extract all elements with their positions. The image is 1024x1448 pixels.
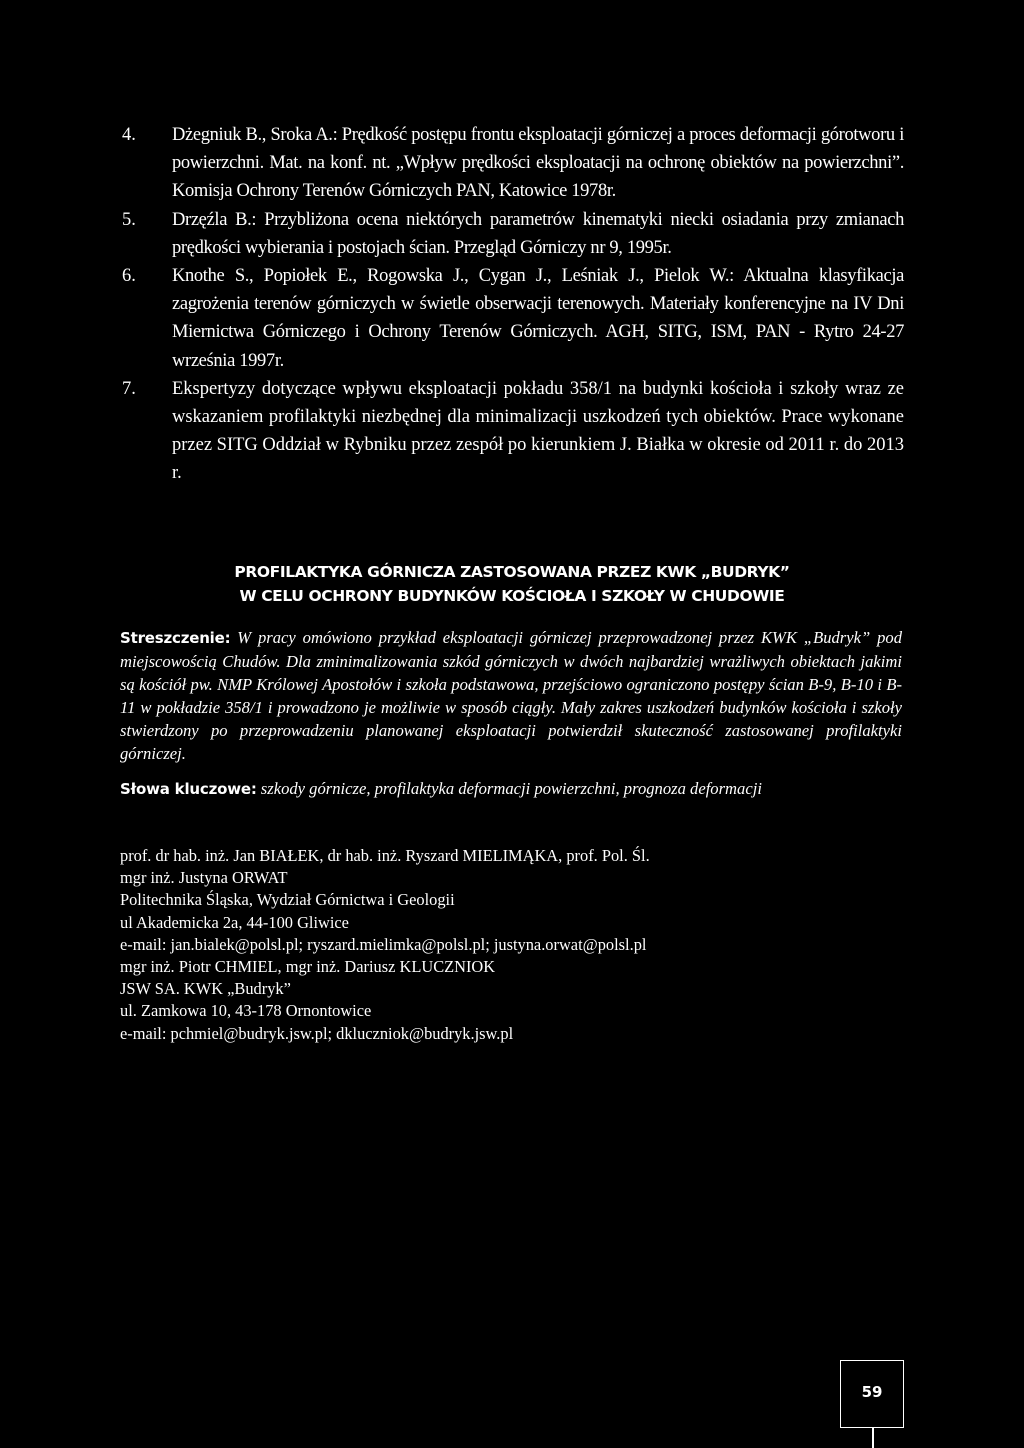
article-title [120,560,904,608]
address-line: ul Akademicka 2a, 44-100 Gliwice [120,912,349,932]
author-line: mgr inż. Piotr CHMIEL, mgr inż. Dariusz KLUCZNIOK [120,957,496,977]
reference-number: 5. [122,209,136,230]
reference-item [122,121,904,206]
author-line: prof. dr hab. inż. Jan BIAŁEK, dr hab. inż. Ryszard MIELIMĄKA, prof. Pol. Śl. [120,846,650,865]
keywords [120,777,902,801]
reference-text: Dżegniuk B., Sroka A.: Prędkość postępu frontu eksploatacji górniczej a proces deformacji górotworu i powierzchni. Mat. na konf. nt. „Wpływ prędkości eksploatacji na ochronę obiektów na powierzchni”. Komisja Ochrony Terenów Górniczych PAN, Katowice 1978r. [172,125,904,202]
reference-item [122,375,904,488]
keywords-text: szkody górnicze, profilaktyka deformacji powierzchni, prognoza deformacji [260,779,762,798]
author-line: mgr inż. Justyna ORWAT [120,868,288,888]
abstract [120,626,902,766]
reference-text: Drzęźla B.: Przybliżona ocena niektórych parametrów kinematyki niecki osiadania przy zmianach prędkości wybierania i postojach ścian. Przegląd Górniczy nr 9, 1995r. [172,209,904,258]
article-title-line: W CELU OCHRONY BUDYNKÓW KOŚCIOŁA I SZKOŁY W CHUDOWIE [239,587,785,605]
affiliation-line: Politechnika Śląska, Wydział Górnictwa i Geologii [120,890,455,910]
page-number-box [840,1360,904,1428]
reference-text: Ekspertyzy dotyczące wpływu eksploatacji pokładu 358/1 na budynki kościoła i szkoły wraz ze wskazaniem profilaktyki niezbędnej dla minimalizacji uszkodzeń tych obiektów. Prace wykonane przez SITG Oddział w Rybniku przez zespół po kierunkiem J. Białka w okresie od 2011 r. do 2013 r. [172,378,904,484]
address-line: ul. Zamkowa 10, 43-178 Ornontowice [120,1001,372,1021]
author-affiliations [120,845,902,1045]
email-line: e-mail: jan.bialek@polsl.pl; ryszard.mielimka@polsl.pl; justyna.orwat@polsl.pl [120,934,647,954]
reference-number: 6. [122,266,136,287]
reference-text: Knothe S., Popiołek E., Rogowska J., Cygan J., Leśniak J., Pielok W.: Aktualna klasyfikacja zagrożenia terenów górniczych w świetle obserwacji terenowych. Materiały konferencyjne na IV Dni Miernictwa Górniczego i Ochrony Terenów Górniczych. AGH, SITG, ISM, PAN - Rytro 24-27 września 1997r. [172,266,904,371]
reference-item [122,262,904,375]
abstract-text: W pracy omówiono przykład eksploatacji górniczej przeprowadzonej przez KWK „Budryk” pod miejscowością Chudów. Dla zminimalizowania szkód górniczych w dwóch najbardziej wrażliwych obiektach jakimi są kościół pw. NMP Królowej Apostołów i szkoła podstawowa, przejściowo ograniczono postępy ścian B-9, B-10 i B-11 w pokładzie 358/1 i prowadzono je możliwie w sposób ciągły. Mały zakres uszkodzeń budynków kościoła i szkoły stwierdzony po przeprowadzeniu planowanej eksploatacji potwierdził skuteczność zastosowanej profilaktyki górniczej. [120,628,902,764]
page-number: 59 [861,1383,883,1401]
abstract-label: Streszczenie: [120,629,231,647]
keywords-label: Słowa kluczowe: [120,780,257,798]
page-number-rule [872,1428,874,1448]
reference-item [122,206,904,262]
reference-number: 4. [122,125,136,145]
email-line: e-mail: pchmiel@budryk.jsw.pl; dkluczniok@budryk.jsw.pl [120,1023,514,1043]
article-title-line: PROFILAKTYKA GÓRNICZA ZASTOSOWANA PRZEZ KWK „BUDRYK” [234,563,790,581]
affiliation-line: JSW SA. KWK „Budryk” [120,979,291,999]
reference-number: 7. [122,378,136,399]
references-list [122,121,904,488]
